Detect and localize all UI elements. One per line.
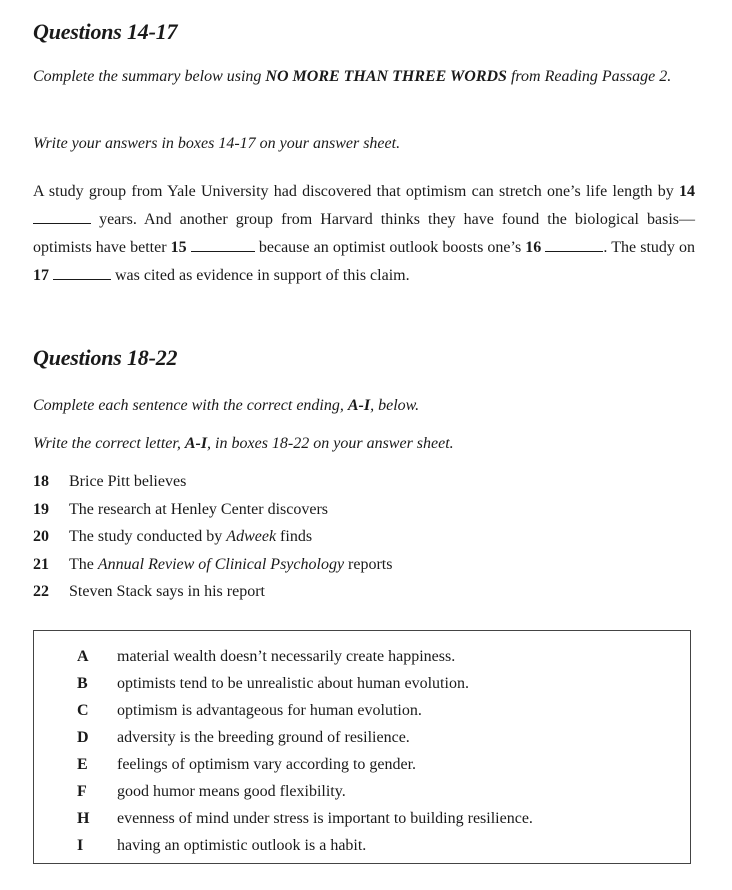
option-letter: C [77, 702, 89, 719]
stem-text-italic: Adweek [226, 528, 277, 545]
ending-option-i [77, 832, 533, 859]
question-number-17: 17 [33, 267, 49, 284]
summary-text: A study group from Yale University had discovered that optimism can stretch one’s life length by [33, 183, 679, 200]
question-number: 18 [33, 473, 49, 490]
answer-blank-15[interactable] [191, 237, 255, 252]
stem-text-plain: Brice Pitt believes [69, 473, 187, 490]
instruction-sentence-endings [33, 392, 698, 420]
option-letter: I [77, 837, 84, 854]
instruction-answer-sheet-18-22 [33, 430, 698, 458]
ending-option-b [77, 670, 533, 697]
instruction-text: , below. [370, 397, 420, 414]
option-letter: F [77, 783, 87, 800]
instruction-text: from Reading Passage 2. [506, 68, 672, 85]
stem-text-italic: Annual Review of Clinical Psychology [97, 555, 345, 573]
ending-option-c [77, 697, 533, 724]
question-number-16: 16 [525, 239, 542, 256]
instruction-range: A-I [347, 397, 371, 414]
question-number: 20 [33, 528, 49, 545]
stem-text [69, 578, 265, 606]
option-text: evenness of mind under stress is important to building resilience. [117, 810, 533, 827]
summary-text: was cited as evidence in support of this claim. [111, 267, 410, 284]
stem-text [69, 551, 392, 579]
question-number: 21 [33, 555, 49, 573]
option-text: adversity is the breeding ground of resilience. [117, 729, 410, 746]
instruction-range: A-I [184, 435, 208, 452]
option-letter: B [77, 675, 88, 692]
stem-text [69, 496, 328, 524]
instruction-answer-sheet-14-17: Write your answers in boxes 14-17 on your answer sheet. [33, 135, 401, 152]
sentence-stem-19 [33, 496, 392, 524]
sentence-endings-list [77, 643, 533, 859]
option-text: having an optimistic outlook is a habit. [117, 837, 367, 854]
stem-text-plain: The [69, 555, 98, 573]
stem-text-plain: finds [276, 528, 313, 545]
sentence-stems-list [33, 468, 392, 606]
option-text: feelings of optimism vary according to gender. [117, 756, 417, 773]
ending-option-h [77, 805, 533, 832]
summary-text: because an optimist outlook boosts one’s [254, 239, 526, 256]
option-text: optimists tend to be unrealistic about human evolution. [117, 675, 469, 692]
instruction-summary [33, 63, 698, 91]
ending-option-f [77, 778, 533, 805]
stem-text-plain: Steven Stack says in his report [69, 583, 265, 600]
question-number: 22 [33, 583, 49, 600]
sentence-stem-18 [33, 468, 392, 496]
question-number-15: 15 [170, 239, 187, 256]
summary-paragraph [33, 178, 695, 290]
answer-blank-14[interactable] [33, 209, 91, 224]
ending-option-a [77, 643, 533, 670]
option-letter: D [77, 729, 89, 746]
question-number: 19 [33, 500, 49, 518]
answer-blank-17[interactable] [53, 265, 111, 280]
ending-option-e [77, 751, 533, 778]
option-text: material wealth doesn’t necessarily create happiness. [117, 648, 456, 665]
section-heading-14-17: Questions 14-17 [33, 19, 178, 44]
question-number-14: 14 [679, 183, 695, 200]
option-letter: H [77, 810, 90, 827]
stem-text-plain: The research at Henley Center discovers [69, 500, 328, 518]
option-letter: E [77, 756, 88, 773]
instruction-word-limit: NO MORE THAN THREE WORDS [265, 68, 507, 85]
instruction-text: Complete the summary below using [33, 68, 266, 85]
instruction-text: Write the correct letter, [33, 435, 185, 452]
answer-blank-16[interactable] [545, 237, 603, 252]
sentence-stem-20 [33, 523, 392, 551]
summary-text: years. And another group from Harvard thinks they have found the biological basis—optimists have better [33, 211, 695, 256]
stem-text-plain: reports [344, 555, 393, 573]
stem-text-plain: The study conducted by [69, 528, 227, 545]
option-text: good humor means good flexibility. [117, 783, 346, 800]
sentence-stem-22 [33, 578, 392, 606]
section-heading-18-22: Questions 18-22 [33, 345, 178, 370]
stem-text [69, 468, 186, 496]
option-text: optimism is advantageous for human evolution. [117, 702, 422, 719]
option-letter: A [77, 648, 89, 665]
sentence-stem-21 [33, 551, 392, 579]
sentence-endings-box [33, 630, 691, 864]
instruction-text: Complete each sentence with the correct ending, [33, 397, 348, 414]
instruction-text: , in boxes 18-22 on your answer sheet. [207, 435, 454, 452]
summary-text: . The study on [603, 239, 696, 256]
stem-text [69, 523, 312, 551]
ending-option-d [77, 724, 533, 751]
